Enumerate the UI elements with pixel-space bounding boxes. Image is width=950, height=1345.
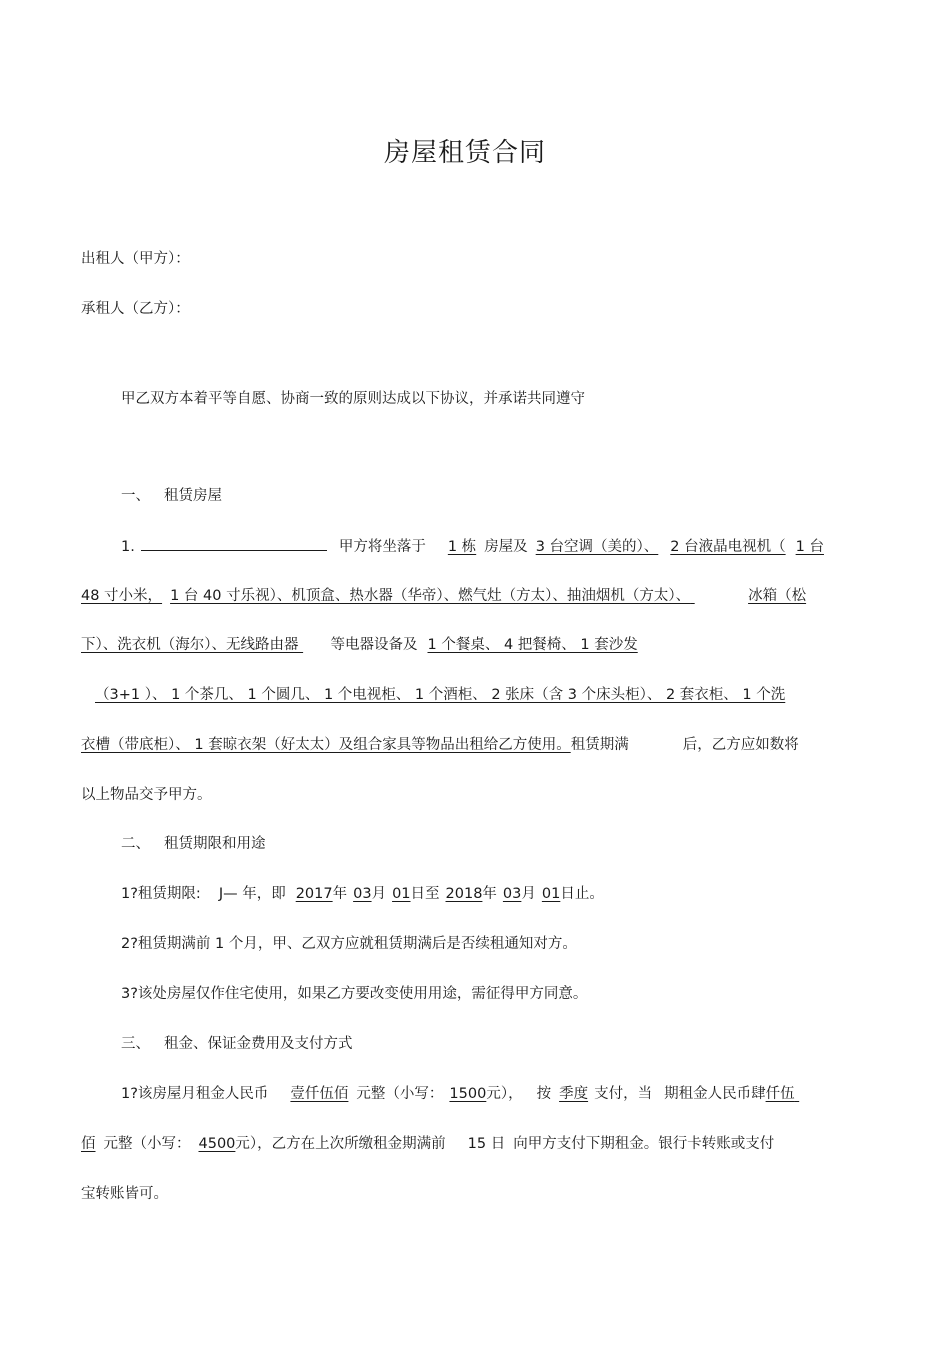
section-2-heading (121, 834, 266, 854)
s2-text: 月 (521, 886, 536, 902)
section-1-title: 租赁房屋 (164, 488, 222, 504)
section-2-number: 二、 (121, 836, 150, 852)
s2-text: 年 (332, 886, 348, 902)
payment-days: 15 日 (467, 1136, 506, 1152)
blank-underline (690, 586, 748, 606)
aircon-value: 3 台空调（美的）、 (535, 539, 659, 555)
s1-line-4 (95, 685, 785, 705)
s3-text: 元）， (486, 1086, 523, 1102)
s1-line-6: 以上物品交予甲方。 (81, 787, 212, 803)
s1-line-2 (81, 586, 806, 606)
s3-text: 向甲方支付下期租金。银行卡转账或支付 (513, 1136, 775, 1152)
tv-detail-value: 48 寸小米， (81, 588, 163, 604)
document-title: 房屋租赁合同 (383, 138, 546, 168)
blank-underline (795, 1084, 803, 1104)
start-day: 01 (392, 886, 411, 902)
furniture-value: 1 个餐桌、 4 把餐椅、 1 套沙发 (427, 637, 638, 653)
s3-text: 元整（小写： (356, 1086, 444, 1102)
appliances-value: 下）、洗衣机（海尔）、无线路由器 (81, 637, 299, 653)
rent-line-2 (81, 1134, 774, 1154)
start-year: 2017 (295, 886, 333, 902)
s1-text: 租赁期满 (570, 737, 629, 753)
rent-line-3: 宝转账皆可。 (81, 1186, 168, 1202)
section-3-heading (121, 1034, 353, 1054)
s2-text: 1?租赁期限: (121, 886, 201, 902)
address-blank (141, 536, 327, 551)
usage-line: 3?该处房屋仅作住宅使用，如果乙方要改变使用用途，需征得甲方同意。 (121, 986, 588, 1002)
rent-line-1 (121, 1084, 803, 1104)
end-day: 01 (541, 886, 561, 902)
section-3-number: 三、 (121, 1036, 150, 1052)
s3-text: 元整（小写： (103, 1136, 191, 1152)
preamble: 甲乙双方本着平等自愿、协商一致的原则达成以下协议，并承诺共同遵守 (121, 391, 585, 407)
fridge-value: 冰箱（松 (748, 588, 807, 604)
tv-value: 2 台液晶电视机（ (670, 539, 786, 555)
section-2-title: 租赁期限和用途 (164, 836, 266, 852)
lease-years: J— 年，即 (218, 886, 286, 902)
s2-text: 日至 (410, 886, 440, 902)
renewal-notice-line: 2?租赁期满前 1 个月，甲、乙双方应就租赁期满后是否续租通知对方。 (121, 936, 577, 952)
s1-line-1 (121, 536, 824, 557)
period-rent-words: 仟伍 (765, 1086, 795, 1102)
s1-text: 等电器设备及 (330, 637, 418, 653)
payment-period: 季度 (559, 1086, 589, 1102)
lessor-label: 出租人（甲方）： (81, 251, 190, 267)
building-value: 1 栋 (447, 539, 477, 555)
lessee-label: 承租人（乙方）： (81, 301, 190, 317)
period-rent-figure: 4500 (198, 1136, 236, 1152)
furniture-value: （3+1 ）、 1 个茶几、 1 个圆几、 1 个电视柜、 1 个酒柜、 2 张床（含 3 个床头柜）、 2 套衣柜、 1 个洗 (95, 687, 786, 703)
section-1-heading (121, 486, 222, 506)
s2-text: 日止。 (560, 886, 604, 902)
lease-term-line (121, 884, 604, 904)
monthly-rent-words: 壹仟伍佰 (290, 1086, 349, 1102)
s1-text: 房屋及 (484, 539, 528, 555)
s1-text: 后，乙方应如数将 (682, 737, 799, 753)
s3-text: 元），乙方在上次所缴租金期满前 (235, 1136, 446, 1152)
s3-text: 按 (536, 1086, 552, 1102)
s1-item-number: 1. (121, 539, 135, 555)
s1-line-3 (81, 635, 638, 655)
s3-text: 支付，当 (594, 1086, 653, 1102)
period-rent-words: 佰 (81, 1136, 96, 1152)
furniture-value: 衣槽（带底柜）、 1 套晾衣架（好太太）及组合家具等物品出租给乙方使用。 (81, 737, 571, 753)
s2-text: 年 (482, 886, 497, 902)
end-month: 03 (502, 886, 522, 902)
period-rent-words: 期租金人民币肆 (664, 1086, 766, 1102)
s2-text: 月 (371, 886, 387, 902)
tv-detail-value: 1 台 (795, 539, 824, 555)
appliances-value: 1 台 40 寸乐视）、机顶盒、热水器（华帝）、燃气灶（方太）、抽油烟机（方太）、 (170, 588, 691, 604)
monthly-rent-figure: 1500 (449, 1086, 487, 1102)
end-year: 2018 (445, 886, 483, 902)
s1-text: 甲方将坐落于 (338, 539, 426, 555)
s3-text: 1?该房屋月租金人民币 (121, 1086, 269, 1102)
blank-underline (299, 635, 321, 655)
start-month: 03 (353, 886, 372, 902)
section-1-number: 一、 (121, 488, 150, 504)
section-3-title: 租金、保证金费用及支付方式 (164, 1036, 353, 1052)
s1-line-5 (81, 735, 799, 755)
